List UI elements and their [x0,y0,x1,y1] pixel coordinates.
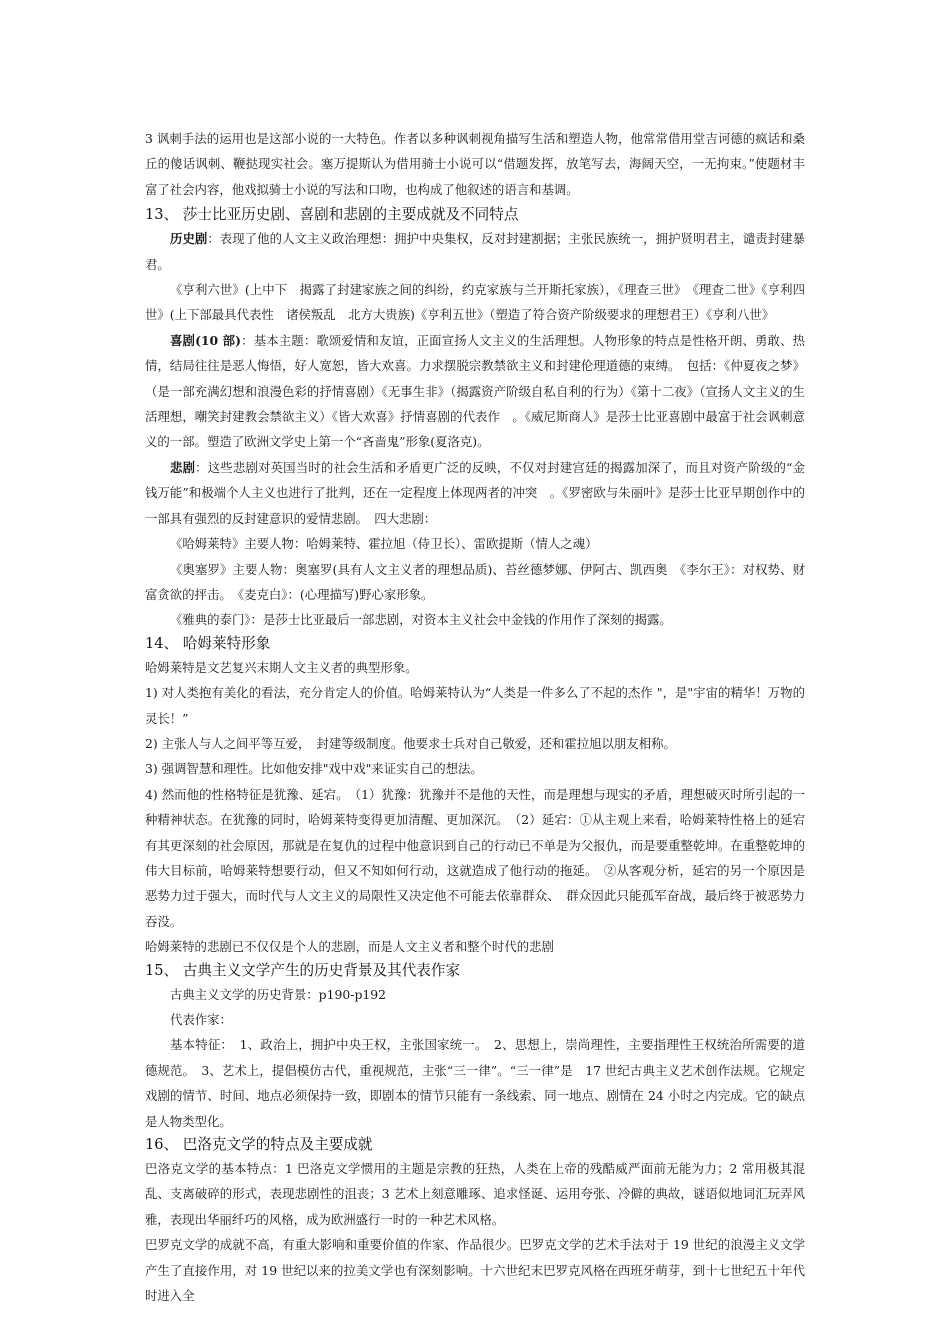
label-comedies: 喜剧(10 部) [170,332,242,348]
text-tragedies: ：这些悲剧对英国当时的社会生活和矛盾更广泛的反映，不仅对封建宫廷的揭露加深了，而且对资产阶级的“金钱万能”和极端个人主义也进行了批判，还在一定程度上体现两者的冲突 。《罗密欧与朱丽叶》是莎士比亚早期创作中的一部具有强烈的反封建意识的爱情悲剧。 四大悲剧： [145,459,805,526]
heading-section-13: 13、 莎士比亚历史剧、喜剧和悲剧的主要成就及不同特点 [145,206,519,224]
paragraph-history-plays [145,226,805,277]
paragraph-hamlet-point-3: 3) 强调智慧和理性。比如他安排"戏中戏"来证实自己的想法。 [145,761,483,777]
paragraph-baroque-achievements: 巴罗克文学的成就不高，有重大影响和重要价值的作家、作品很少。巴罗克文学的艺术手法对于 19 世纪的浪漫主义文学产生了直接作用，对 19 世纪以来的拉美文学也有深刻影响。十六世纪末巴罗克风格在西班牙萌芽，到十七世纪五十年代时进入全 [145,1237,805,1304]
paragraph-timon: 《雅典的泰门》：是莎士比亚最后一部悲剧，对资本主义社会中金钱的作用作了深刻的揭露。 [170,612,672,628]
paragraph-hamlet-point-2: 2) 主张人与人之间平等互爱， 封建等级制度。他要求士兵对自己敬爱，还和霍拉旭以朋友相称。 [145,735,676,751]
heading-section-15: 15、 古典主义文学产生的历史背景及其代表作家 [145,961,461,979]
paragraph-history-works: 《亨利六世》(上中下 揭露了封建家族之间的纠纷，约克家族与兰开斯托家族），《理查三世》 《理查二世》《亨利四世》(上下部最具代表性 诸侯叛乱 北方大贵族)《亨利五世》（塑造了符合资产阶级要求的理想君王）《亨利八世》 [145,282,805,323]
paragraph-classicism-features: 基本特征： 1、政治上，拥护中央王权，主张国家统一。 2、思想上，崇尚理性，主要指理性王权统治所需要的道德规范。 3、艺术上，提倡模仿古代，重视规范，主张“三一律”。“三一律”是 17 世纪古典主义艺术创作法规。它规定戏剧的情节、时间、地点必须保持一致，即剧本的情节只能有一条线索、同一地点、剧情在 24 小时之内完成。它的缺点是人物类型化。 [145,1037,805,1129]
document-body [145,126,805,1308]
paragraph-hamlet-point-4: 4) 然而他的性格特征是犹豫、延宕。 （1）犹豫：犹豫并不是他的天性，而是理想与现实的矛盾，理想破灭时所引起的一种精神状态。在犹豫的同时，哈姆莱特变得更加清醒、更加深沉。 （2）延宕：①从主观上来看，哈姆莱特性格上的延宕有其更深刻的社会原因，那就是在复仇的过程中他意识到自己的行动已不单是为父报仇，而是要重整乾坤。在重整乾坤的伟大目标前，哈姆莱特想要行动，但又不知如何行动，这就造成了他行动的拖延。 ②从客观分析，延宕的另一个原因是恶势力过于强大，而时代与人文主义的局限性又决定他不可能去依靠群众、 群众因此只能孤军奋战，最后终于被恶势力吞没。 [145,786,805,929]
label-tragedies: 悲剧 [170,459,196,475]
paragraph-classicism-background: 古典主义文学的历史背景：p190-p192 [170,986,387,1002]
paragraph-hamlet-characters: 《哈姆莱特》主要人物：哈姆莱特、霍拉旭（侍卫长）、雷欧提斯（情人之魂） [170,536,598,552]
text-comedies: ：基本主题：歌颂爱情和友谊，正面宣扬人文主义的生活理想。人物形象的特点是性格开朗、勇敢、热情，结局往往是恶人悔悟，好人宽恕，皆大欢喜。力求摆脱宗教禁欲主义和封建伦理道德的束缚。 包括：《仲夏夜之梦》（是一部充满幻想和浪漫色彩的抒情喜剧）《无事生非》（揭露资产阶级自私自利的行为）《第十二夜》（宣扬人文主义的生活理想，嘲笑封建教会禁欲主义）《皆大欢喜》抒情喜剧的代表作 。《威尼斯商人》是莎士比亚喜剧中最富于社会讽刺意义的一部。塑造了欧洲文学史上第一个“吝啬鬼”形象(夏洛克)。 [145,332,805,450]
paragraph-comedies [145,328,805,455]
heading-section-16: 16、 巴洛克文学的特点及主要成就 [145,1136,373,1154]
heading-section-14: 14、 哈姆莱特形象 [145,634,271,652]
label-history-plays: 历史剧 [170,231,208,247]
paragraph-othello-lear-macbeth: 《奥塞罗》主要人物：奥塞罗(具有人文主义者的理想品质)、苔丝德梦娜、伊阿古、凯西奥 《李尔王》：对权势、财富贪欲的抨击。 《麦克白》：(心理描写)野心家形象。 [145,561,805,602]
paragraph-classicism-authors: 代表作家： [170,1012,232,1027]
paragraph-satire: 3 讽刺手法的运用也是这部小说的一大特色。作者以多种讽刺视角描写生活和塑造人物，他常常借用堂吉诃德的疯话和桑丘的傻话讽刺、鞭挞现实社会。塞万提斯认为借用骑士小说可以“借题发挥，放笔写去，海阔天空，一无拘束。”使题材丰富了社会内容，他戏拟骑士小说的写法和口吻，也构成了他叙述的语言和基调。 [145,131,805,197]
paragraph-hamlet-point-1: 1) 对人类抱有美化的看法，充分肯定人的价值。哈姆莱特认为“人类是一件多么了不起的杰作 "，是"宇宙的精华！万物的灵长！” [145,685,805,726]
paragraph-tragedies [145,455,805,531]
paragraph-baroque-features: 巴洛克文学的基本特点：1 巴洛克文学惯用的主题是宗教的狂热，人类在上帝的残酷威严面前无能为力；2 常用极其混乱、支离破碎的形式，表现悲剧性的沮丧；3 艺术上刻意雕琢、追求怪诞、运用夸张、冷僻的典故，谜语似地词汇玩弄风雅，表现出华丽纤巧的风格，成为欧洲盛行一时的一种艺术风格。 [145,1161,805,1227]
paragraph-hamlet-conclusion: 哈姆莱特的悲剧已不仅仅是个人的悲剧，而是人文主义者和整个时代的悲剧 [145,939,554,955]
paragraph-hamlet-intro: 哈姆莱特是文艺复兴末期人文主义者的典型形象。 [145,659,418,675]
text-history-plays: ：表现了他的人文主义政治理想：拥护中央集权，反对封建割据；主张民族统一，拥护贤明君主，谴责封建暴君。 [145,231,806,272]
